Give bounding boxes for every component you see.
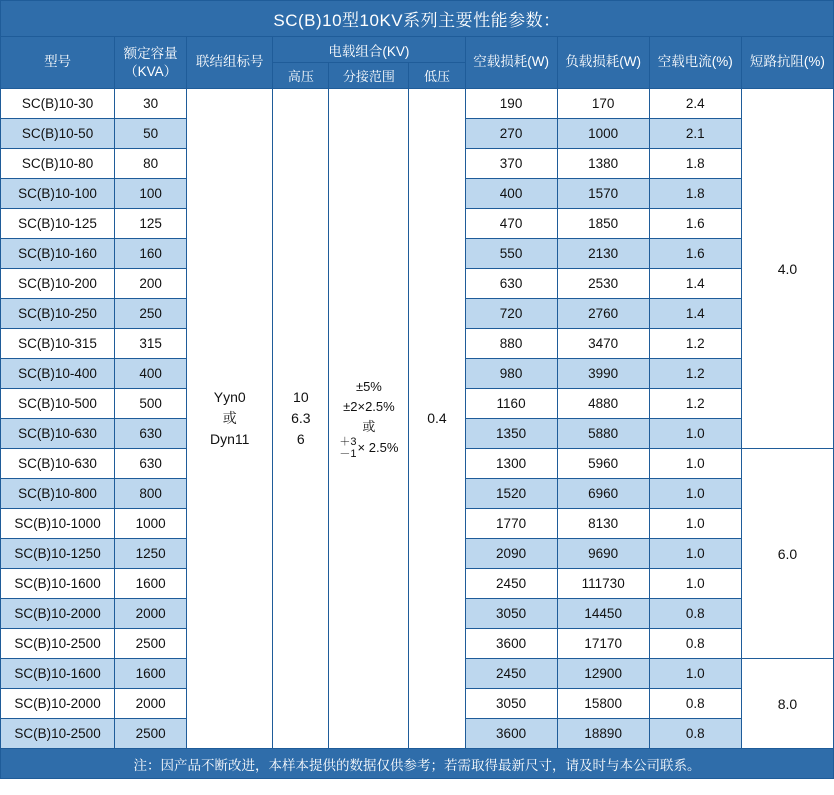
cell-no-load-current: 1.0 bbox=[649, 479, 741, 509]
cell-no-load-current: 2.4 bbox=[649, 89, 741, 119]
cell-load-loss: 1380 bbox=[557, 149, 649, 179]
cell-no-load-current: 1.0 bbox=[649, 449, 741, 479]
cell-load-loss: 2130 bbox=[557, 239, 649, 269]
tap-line4-suffix: × 2.5% bbox=[357, 440, 399, 456]
page-title: SC(B)10型10KV系列主要性能参数： bbox=[1, 1, 834, 37]
cell-impedance-group: 6.0 bbox=[741, 449, 833, 659]
connection-line3: Dyn11 bbox=[210, 431, 250, 447]
cell-no-load-loss: 880 bbox=[465, 329, 557, 359]
cell-model: SC(B)10-30 bbox=[1, 89, 115, 119]
column-header-model-label: 型号 bbox=[44, 54, 72, 70]
note-row bbox=[1, 749, 834, 779]
cell-model: SC(B)10-100 bbox=[1, 179, 115, 209]
cell-capacity: 30 bbox=[115, 89, 187, 119]
cell-model: SC(B)10-80 bbox=[1, 149, 115, 179]
column-header-no-load-loss: 空载损耗(W) bbox=[465, 37, 557, 89]
cell-load-loss: 170 bbox=[557, 89, 649, 119]
cell-load-loss: 2760 bbox=[557, 299, 649, 329]
cell-no-load-loss: 1160 bbox=[465, 389, 557, 419]
cell-no-load-current: 0.8 bbox=[649, 599, 741, 629]
cell-capacity: 630 bbox=[115, 449, 187, 479]
cell-no-load-loss: 1350 bbox=[465, 419, 557, 449]
column-header-capacity bbox=[115, 37, 187, 89]
cell-no-load-current: 1.2 bbox=[649, 329, 741, 359]
cell-capacity: 160 bbox=[115, 239, 187, 269]
cell-tap-range-group bbox=[329, 89, 409, 749]
connection-line2: 或 bbox=[222, 410, 237, 426]
hv-line1: 10 bbox=[293, 389, 309, 405]
tap-fraction bbox=[339, 437, 356, 460]
cell-model: SC(B)10-2500 bbox=[1, 719, 115, 749]
cell-no-load-current: 1.6 bbox=[649, 239, 741, 269]
cell-model: SC(B)10-500 bbox=[1, 389, 115, 419]
column-header-load-loss: 负载损耗(W) bbox=[557, 37, 649, 89]
cell-load-loss: 1570 bbox=[557, 179, 649, 209]
cell-load-loss: 17170 bbox=[557, 629, 649, 659]
cell-no-load-loss: 3050 bbox=[465, 599, 557, 629]
tap-line1: ±5% bbox=[355, 378, 382, 394]
cell-no-load-loss: 400 bbox=[465, 179, 557, 209]
cell-capacity: 630 bbox=[115, 419, 187, 449]
cell-no-load-loss: 3050 bbox=[465, 689, 557, 719]
column-header-voltage-group: 电载组合(KV) bbox=[273, 37, 465, 63]
cell-load-loss: 9690 bbox=[557, 539, 649, 569]
cell-capacity: 1000 bbox=[115, 509, 187, 539]
cell-no-load-current: 1.8 bbox=[649, 149, 741, 179]
cell-capacity: 800 bbox=[115, 479, 187, 509]
tap-frac-top: ＋3 bbox=[339, 436, 357, 449]
cell-load-loss: 8130 bbox=[557, 509, 649, 539]
cell-no-load-current: 0.8 bbox=[649, 629, 741, 659]
cell-no-load-current: 1.0 bbox=[649, 569, 741, 599]
cell-load-loss: 5880 bbox=[557, 419, 649, 449]
tap-line2: ±2×2.5% bbox=[343, 398, 395, 414]
cell-no-load-current: 1.4 bbox=[649, 299, 741, 329]
tap-frac-bot: －1 bbox=[339, 447, 357, 460]
cell-no-load-loss: 3600 bbox=[465, 629, 557, 659]
cell-model: SC(B)10-200 bbox=[1, 269, 115, 299]
cell-no-load-loss: 370 bbox=[465, 149, 557, 179]
cell-capacity: 50 bbox=[115, 119, 187, 149]
cell-no-load-loss: 2450 bbox=[465, 659, 557, 689]
column-header-no-load-current: 空载电流(%) bbox=[649, 37, 741, 89]
cell-no-load-loss: 2090 bbox=[465, 539, 557, 569]
cell-model: SC(B)10-50 bbox=[1, 119, 115, 149]
cell-model: SC(B)10-250 bbox=[1, 299, 115, 329]
cell-capacity: 250 bbox=[115, 299, 187, 329]
connection-line1: Yyn0 bbox=[213, 389, 246, 405]
footer-note: 注：因产品不断改进，本样本提供的数据仅供参考；若需取得最新尺寸，请及时与本公司联系。 bbox=[1, 749, 834, 779]
cell-load-loss: 15800 bbox=[557, 689, 649, 719]
cell-connection-group bbox=[187, 89, 273, 749]
cell-no-load-loss: 190 bbox=[465, 89, 557, 119]
cell-capacity: 1250 bbox=[115, 539, 187, 569]
column-header-impedance: 短路抗阻(%) bbox=[741, 37, 833, 89]
tap-line3: 或 bbox=[362, 419, 376, 435]
cell-no-load-current: 1.0 bbox=[649, 539, 741, 569]
cell-capacity: 2000 bbox=[115, 599, 187, 629]
cell-no-load-loss: 630 bbox=[465, 269, 557, 299]
cell-lv-group: 0.4 bbox=[409, 89, 465, 749]
cell-load-loss: 12900 bbox=[557, 659, 649, 689]
cell-model: SC(B)10-1250 bbox=[1, 539, 115, 569]
cell-load-loss: 5960 bbox=[557, 449, 649, 479]
column-header-tap-range: 分接范围 bbox=[329, 63, 409, 89]
cell-capacity: 200 bbox=[115, 269, 187, 299]
cell-load-loss: 18890 bbox=[557, 719, 649, 749]
cell-no-load-loss: 2450 bbox=[465, 569, 557, 599]
cell-no-load-current: 0.8 bbox=[649, 719, 741, 749]
cell-capacity: 2500 bbox=[115, 629, 187, 659]
cell-no-load-current: 1.2 bbox=[649, 359, 741, 389]
cell-model: SC(B)10-1600 bbox=[1, 569, 115, 599]
cell-no-load-loss: 980 bbox=[465, 359, 557, 389]
cell-model: SC(B)10-400 bbox=[1, 359, 115, 389]
cell-hv-group bbox=[273, 89, 329, 749]
cell-model: SC(B)10-160 bbox=[1, 239, 115, 269]
cell-capacity: 1600 bbox=[115, 569, 187, 599]
cell-model: SC(B)10-800 bbox=[1, 479, 115, 509]
cell-model: SC(B)10-1600 bbox=[1, 659, 115, 689]
cell-model: SC(B)10-315 bbox=[1, 329, 115, 359]
cell-model: SC(B)10-630 bbox=[1, 449, 115, 479]
cell-load-loss: 2530 bbox=[557, 269, 649, 299]
cell-no-load-loss: 1300 bbox=[465, 449, 557, 479]
cell-no-load-loss: 3600 bbox=[465, 719, 557, 749]
cell-no-load-current: 1.4 bbox=[649, 269, 741, 299]
cell-capacity: 1600 bbox=[115, 659, 187, 689]
cell-no-load-loss: 1770 bbox=[465, 509, 557, 539]
cell-capacity: 2500 bbox=[115, 719, 187, 749]
cell-capacity: 315 bbox=[115, 329, 187, 359]
tap-line4 bbox=[329, 437, 408, 460]
column-header-connection-label: 联结组标号 bbox=[196, 54, 264, 70]
column-header-capacity-line2: （KVA） bbox=[124, 63, 178, 79]
cell-load-loss: 1000 bbox=[557, 119, 649, 149]
cell-capacity: 500 bbox=[115, 389, 187, 419]
cell-load-loss: 111730 bbox=[557, 569, 649, 599]
cell-load-loss: 6960 bbox=[557, 479, 649, 509]
cell-model: SC(B)10-2000 bbox=[1, 689, 115, 719]
cell-no-load-loss: 270 bbox=[465, 119, 557, 149]
cell-no-load-loss: 550 bbox=[465, 239, 557, 269]
cell-load-loss: 4880 bbox=[557, 389, 649, 419]
column-header-hv: 高压 bbox=[273, 63, 329, 89]
cell-no-load-current: 1.0 bbox=[649, 659, 741, 689]
cell-model: SC(B)10-2000 bbox=[1, 599, 115, 629]
column-header-capacity-line1: 额定容量 bbox=[123, 45, 178, 61]
cell-load-loss: 1850 bbox=[557, 209, 649, 239]
cell-capacity: 125 bbox=[115, 209, 187, 239]
column-header-connection bbox=[187, 37, 273, 89]
cell-capacity: 100 bbox=[115, 179, 187, 209]
cell-impedance-group: 8.0 bbox=[741, 659, 833, 749]
cell-capacity: 2000 bbox=[115, 689, 187, 719]
cell-capacity: 80 bbox=[115, 149, 187, 179]
cell-model: SC(B)10-125 bbox=[1, 209, 115, 239]
cell-no-load-loss: 1520 bbox=[465, 479, 557, 509]
cell-no-load-current: 0.8 bbox=[649, 689, 741, 719]
cell-no-load-current: 1.0 bbox=[649, 419, 741, 449]
hv-line2: 6.3 bbox=[291, 410, 311, 426]
cell-no-load-current: 2.1 bbox=[649, 119, 741, 149]
column-header-lv: 低压 bbox=[409, 63, 465, 89]
cell-model: SC(B)10-630 bbox=[1, 419, 115, 449]
cell-no-load-current: 1.6 bbox=[649, 209, 741, 239]
cell-no-load-loss: 470 bbox=[465, 209, 557, 239]
cell-capacity: 400 bbox=[115, 359, 187, 389]
cell-no-load-loss: 720 bbox=[465, 299, 557, 329]
cell-load-loss: 14450 bbox=[557, 599, 649, 629]
cell-no-load-current: 1.2 bbox=[649, 389, 741, 419]
cell-load-loss: 3990 bbox=[557, 359, 649, 389]
cell-impedance-group: 4.0 bbox=[741, 89, 833, 449]
cell-model: SC(B)10-1000 bbox=[1, 509, 115, 539]
column-header-model bbox=[1, 37, 115, 89]
cell-load-loss: 3470 bbox=[557, 329, 649, 359]
cell-no-load-current: 1.0 bbox=[649, 509, 741, 539]
cell-no-load-current: 1.8 bbox=[649, 179, 741, 209]
cell-model: SC(B)10-2500 bbox=[1, 629, 115, 659]
table-row bbox=[1, 89, 834, 119]
hv-line3: 6 bbox=[296, 431, 305, 447]
